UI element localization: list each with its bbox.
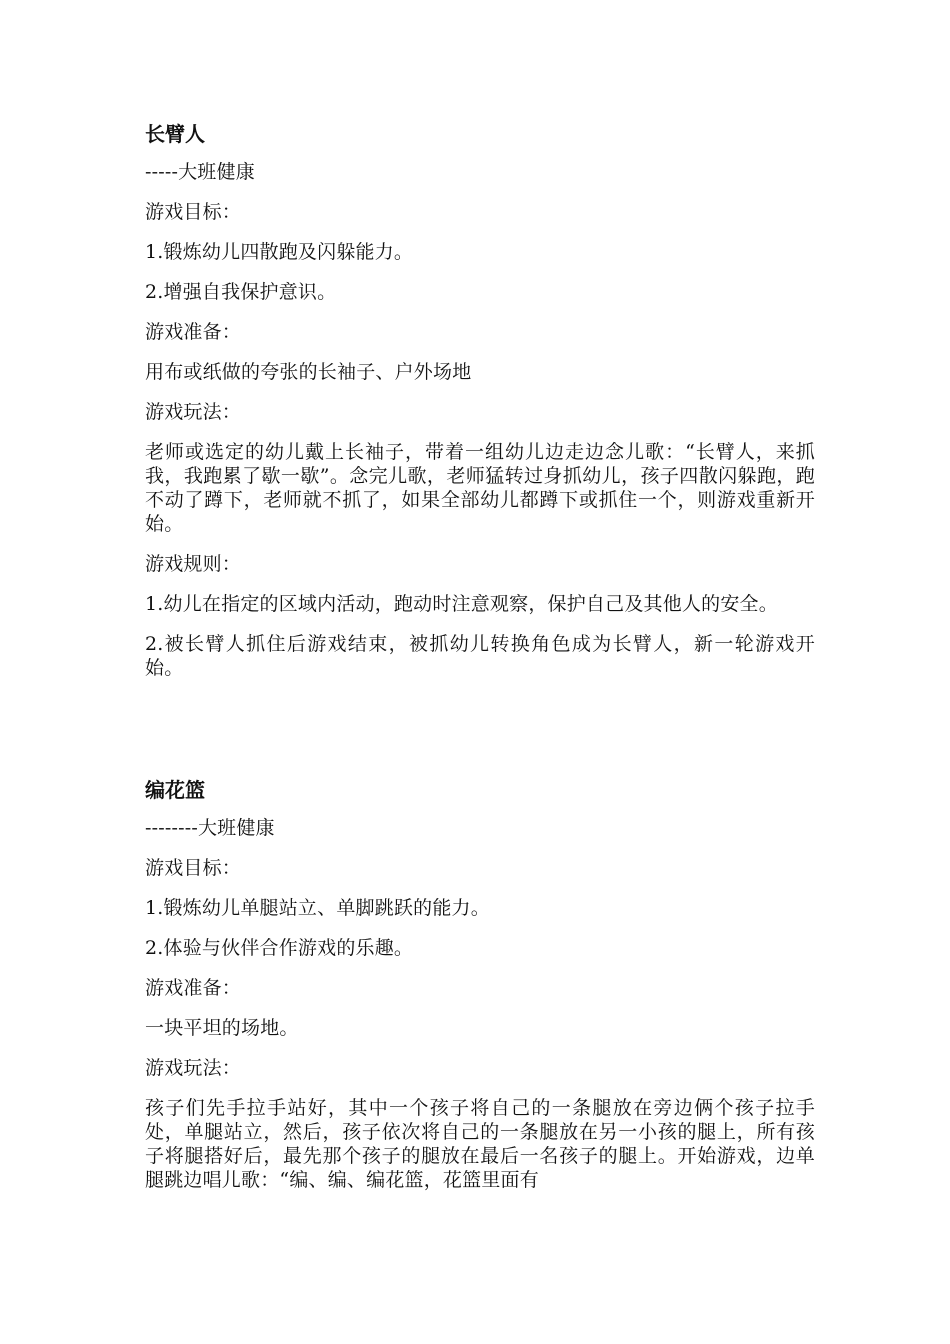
play-label: 游戏玩法： [145, 1057, 242, 1079]
play-label: 游戏玩法： [145, 401, 242, 423]
rules-label: 游戏规则： [145, 553, 242, 575]
goal-item: 2.增强自我保护意识。 [145, 281, 337, 303]
section-subtitle: --------大班健康 [145, 817, 275, 839]
section-title: 编花篮 [145, 778, 205, 802]
prep-text: 用布或纸做的夸张的长袖子、户外场地 [145, 361, 472, 383]
goal-label: 游戏目标： [145, 201, 242, 223]
goal-item: 1.锻炼幼儿四散跑及闪躲能力。 [145, 241, 414, 263]
game-section-long-arm [145, 120, 815, 696]
section-title: 长臂人 [145, 122, 205, 146]
goal-label: 游戏目标： [145, 857, 242, 879]
prep-label: 游戏准备： [145, 321, 242, 343]
prep-text: 一块平坦的场地。 [145, 1017, 299, 1039]
play-text: 孩子们先手拉手站好，其中一个孩子将自己的一条腿放在旁边俩个孩子拉手处，单腿站立，然后，孩子依次将自己的一条腿放在另一小孩的腿上，所有孩子将腿搭好后，最先那个孩子的腿放在最后一名孩子的腿上。开始游戏，边单腿跳边唱儿歌：“编、编、编花篮，花篮里面有 [145, 1097, 815, 1191]
goal-item: 1.锻炼幼儿单腿站立、单脚跳跃的能力。 [145, 897, 490, 919]
rule-item: 1.幼儿在指定的区域内活动，跑动时注意观察，保护自己及其他人的安全。 [145, 593, 778, 615]
prep-label: 游戏准备： [145, 977, 242, 999]
goal-item: 2.体验与伙伴合作游戏的乐趣。 [145, 937, 414, 959]
section-subtitle: -----大班健康 [145, 161, 255, 183]
game-section-flower-basket [145, 776, 815, 1208]
rule-item: 2.被长臂人抓住后游戏结束，被抓幼儿转换角色成为长臂人，新一轮游戏开始。 [145, 633, 815, 679]
play-text: 老师或选定的幼儿戴上长袖子，带着一组幼儿边走边念儿歌：“长臂人，来抓我，我跑累了歇一歇”。念完儿歌，老师猛转过身抓幼儿，孩子四散闪躲跑，跑不动了蹲下，老师就不抓了，如果全部幼儿都蹲下或抓住一个，则游戏重新开始。 [145, 441, 815, 535]
